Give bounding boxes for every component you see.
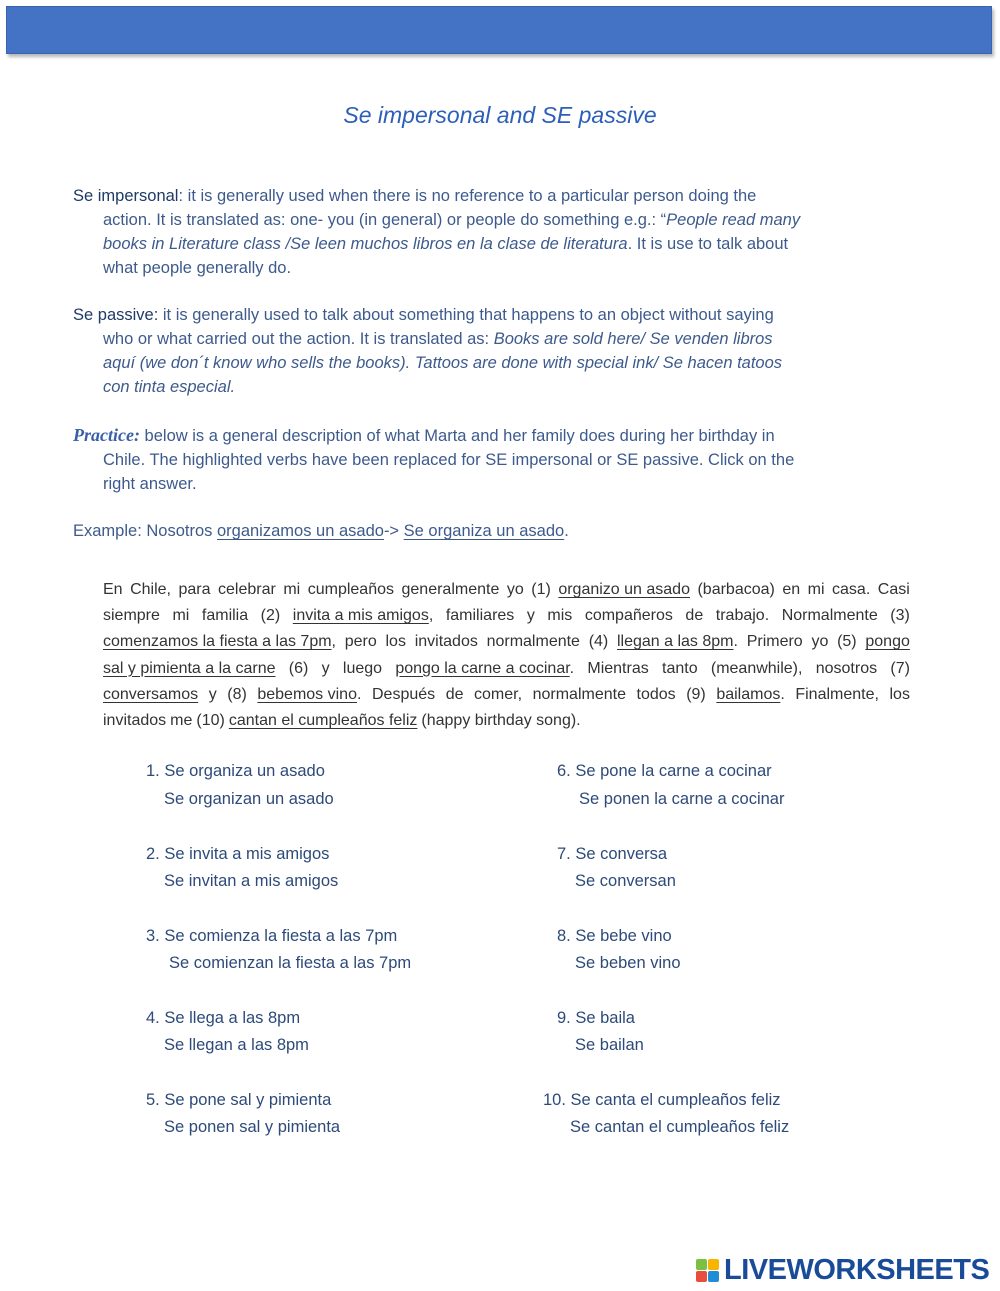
story-word: familiares [445, 607, 515, 625]
story-word: En [103, 581, 123, 598]
page-title: Se impersonal and SE passive [343, 102, 657, 128]
highlighted-verb-3: comenzamos la fiesta a las 7pm [103, 633, 332, 651]
practice-line1: below is a general description of what Marta and her family does during her birthday in [139, 427, 775, 445]
story-word: (meanwhile), [710, 659, 803, 677]
practice-paragraph [73, 423, 873, 496]
se-impersonal-line4: what people generally do. [103, 259, 292, 277]
story-paragraph [103, 577, 910, 734]
story-word: Casi [877, 581, 910, 598]
se-passive-paragraph [73, 303, 873, 399]
story-word: en [782, 581, 801, 598]
story-row-3 [103, 629, 910, 655]
story-word: Mientras [587, 659, 649, 677]
option-8a[interactable]: 8. Se bebe vino [557, 927, 672, 945]
option-1b[interactable]: Se organizan un asado [164, 790, 334, 808]
practice-line3: right answer. [103, 475, 197, 493]
story-word: (happy birthday song). [421, 712, 581, 730]
highlighted-verb-7: conversamos [103, 685, 199, 703]
highlighted-verb-10: cantan el cumpleaños feliz [228, 712, 418, 730]
highlighted-verb-5b: sal y pimienta a la carne [103, 659, 276, 677]
story-word: , [428, 607, 434, 625]
story-word: invitados [414, 633, 478, 651]
story-word: cumpleaños [307, 581, 394, 598]
option-4a[interactable]: 4. Se llega a las 8pm [146, 1009, 301, 1027]
option-9a[interactable]: 9. Se baila [557, 1009, 635, 1027]
option-8b[interactable]: Se beben vino [575, 954, 681, 972]
option-2b[interactable]: Se invitan a mis amigos [164, 872, 339, 890]
highlighted-verb-1: organizo un asado [558, 581, 690, 598]
story-word: y [526, 607, 535, 625]
liveworksheets-logo [696, 1254, 989, 1286]
story-word: yo [506, 581, 524, 598]
se-passive-example-3: con tinta especial. [103, 378, 236, 396]
story-row-6 [103, 708, 910, 734]
story-word: compañeros [584, 607, 673, 625]
story-word: tanto [662, 659, 698, 677]
example-prefix: Example: Nosotros [73, 522, 217, 540]
story-word: siempre [103, 607, 160, 625]
story-word: luego [342, 659, 383, 677]
story-word: (8) [227, 685, 247, 703]
story-word: y [321, 659, 330, 677]
story-word: mi [172, 607, 190, 625]
story-word: Primero [746, 633, 803, 651]
se-impersonal-example-en: People read many [666, 211, 801, 229]
story-word: comer, [474, 685, 523, 703]
story-word: (1) [531, 581, 551, 598]
story-word: los [385, 633, 406, 651]
story-word: (3) [890, 607, 910, 625]
story-row-1 [103, 577, 910, 603]
option-5a[interactable]: 5. Se pone sal y pimienta [146, 1091, 332, 1109]
story-word: (barbacoa) [697, 581, 775, 598]
story-word: . [356, 685, 362, 703]
story-word: . [733, 633, 738, 651]
example-line [73, 519, 873, 543]
story-word: nosotros [815, 659, 878, 677]
se-impersonal-line2: action. It is translated as: one- you (in general) or people do something e.g.: “ [103, 211, 667, 229]
example-arrow: -> [383, 522, 404, 540]
se-passive-term: Se passive: [73, 306, 159, 324]
highlighted-verb-8: bebemos vino [257, 685, 357, 703]
se-passive-example-2: aquí (we don´t know who sells the books). Tattoos are done with special ink/ Se hacen tatoos [103, 354, 783, 372]
se-passive-line1: it is generally used to talk about something that happens to an object without saying [158, 306, 774, 324]
se-passive-example-1: Books are sold here/ Se venden libros [493, 330, 773, 348]
story-row-4 [103, 656, 910, 682]
option-7b[interactable]: Se conversan [575, 872, 676, 890]
story-word: normalmente [486, 633, 580, 651]
story-word: (5) [837, 633, 857, 651]
story-word: Finalmente, [795, 685, 879, 703]
option-10a[interactable]: 10. Se canta el cumpleaños feliz [543, 1091, 781, 1109]
highlighted-verb-2: invita a mis amigos [292, 607, 429, 625]
story-word: mis [547, 607, 573, 625]
highlighted-verb-5a: pongo [865, 633, 910, 651]
story-word: generalmente [401, 581, 500, 598]
option-9b[interactable]: Se bailan [575, 1036, 644, 1054]
story-word: todos [636, 685, 676, 703]
se-passive-line2: who or what carried out the action. It is translated as: [103, 330, 494, 348]
story-word: mi [807, 581, 825, 598]
story-word: Chile, [130, 581, 171, 598]
story-word: Después [371, 685, 436, 703]
example-suffix: . [564, 522, 569, 540]
se-impersonal-line1: : it is generally used when there is no reference to a particular person doing the [178, 187, 757, 205]
option-6a[interactable]: 6. Se pone la carne a cocinar [557, 762, 772, 780]
story-word: (7) [890, 659, 910, 677]
option-5b[interactable]: Se ponen sal y pimienta [164, 1118, 341, 1136]
story-word: Normalmente [781, 607, 878, 625]
option-2a[interactable]: 2. Se invita a mis amigos [146, 845, 330, 863]
story-word: (6) [288, 659, 309, 677]
option-3a[interactable]: 3. Se comienza la fiesta a las 7pm [146, 927, 398, 945]
story-word: (4) [588, 633, 609, 651]
story-word: de [445, 685, 464, 703]
story-word: yo [811, 633, 829, 651]
se-impersonal-term: Se impersonal [73, 187, 179, 205]
story-word: trabajo. [715, 607, 770, 625]
story-word: casa. [832, 581, 871, 598]
story-word: celebrar [218, 581, 276, 598]
se-impersonal-paragraph [73, 184, 873, 280]
story-word: (2) [260, 607, 281, 625]
highlighted-verb-4: llegan a las 8pm [616, 633, 734, 651]
story-word: y [208, 685, 217, 703]
practice-line2: Chile. The highlighted verbs have been replaced for SE impersonal or SE passive. Click on the [103, 451, 795, 469]
story-word: me [170, 712, 193, 730]
story-word: normalmente [532, 685, 626, 703]
highlighted-verb-6: pongo la carne a cocinar [395, 659, 570, 677]
example-answer: Se organiza un asado [403, 522, 565, 540]
option-7a[interactable]: 7. Se conversa [557, 845, 668, 863]
example-original: organizamos un asado [216, 522, 384, 540]
se-impersonal-example-es: books in Literature class /Se leen muchos libros en la clase de literatura [103, 235, 628, 253]
story-word: pero [344, 633, 377, 651]
option-4b[interactable]: Se llegan a las 8pm [164, 1036, 309, 1054]
story-word: . [780, 685, 785, 703]
story-word: . [569, 659, 575, 677]
story-word: , [331, 633, 336, 651]
story-word: familia [201, 607, 249, 625]
se-impersonal-line3: . It is use to talk about [627, 235, 789, 253]
story-word: (10) [196, 712, 225, 730]
option-10b[interactable]: Se cantan el cumpleaños feliz [570, 1118, 790, 1136]
story-row-5 [103, 682, 910, 708]
option-3b[interactable]: Se comienzan la fiesta a las 7pm [169, 954, 412, 972]
liveworksheets-logo-text: LIVEWORKSHEETS [724, 1253, 990, 1286]
story-row-2 [103, 603, 910, 629]
liveworksheets-logo-icon [696, 1259, 719, 1282]
story-word: invitados [103, 712, 167, 730]
highlighted-verb-9: bailamos [716, 685, 781, 703]
story-word: (9) [686, 685, 706, 703]
story-word: mi [283, 581, 301, 598]
story-word: para [178, 581, 211, 598]
option-6b[interactable]: Se ponen la carne a cocinar [579, 790, 785, 808]
option-1a[interactable]: 1. Se organiza un asado [146, 762, 325, 780]
header-banner [6, 6, 992, 54]
story-word: los [889, 685, 910, 703]
practice-label: Practice: [73, 425, 140, 445]
story-word: de [685, 607, 704, 625]
